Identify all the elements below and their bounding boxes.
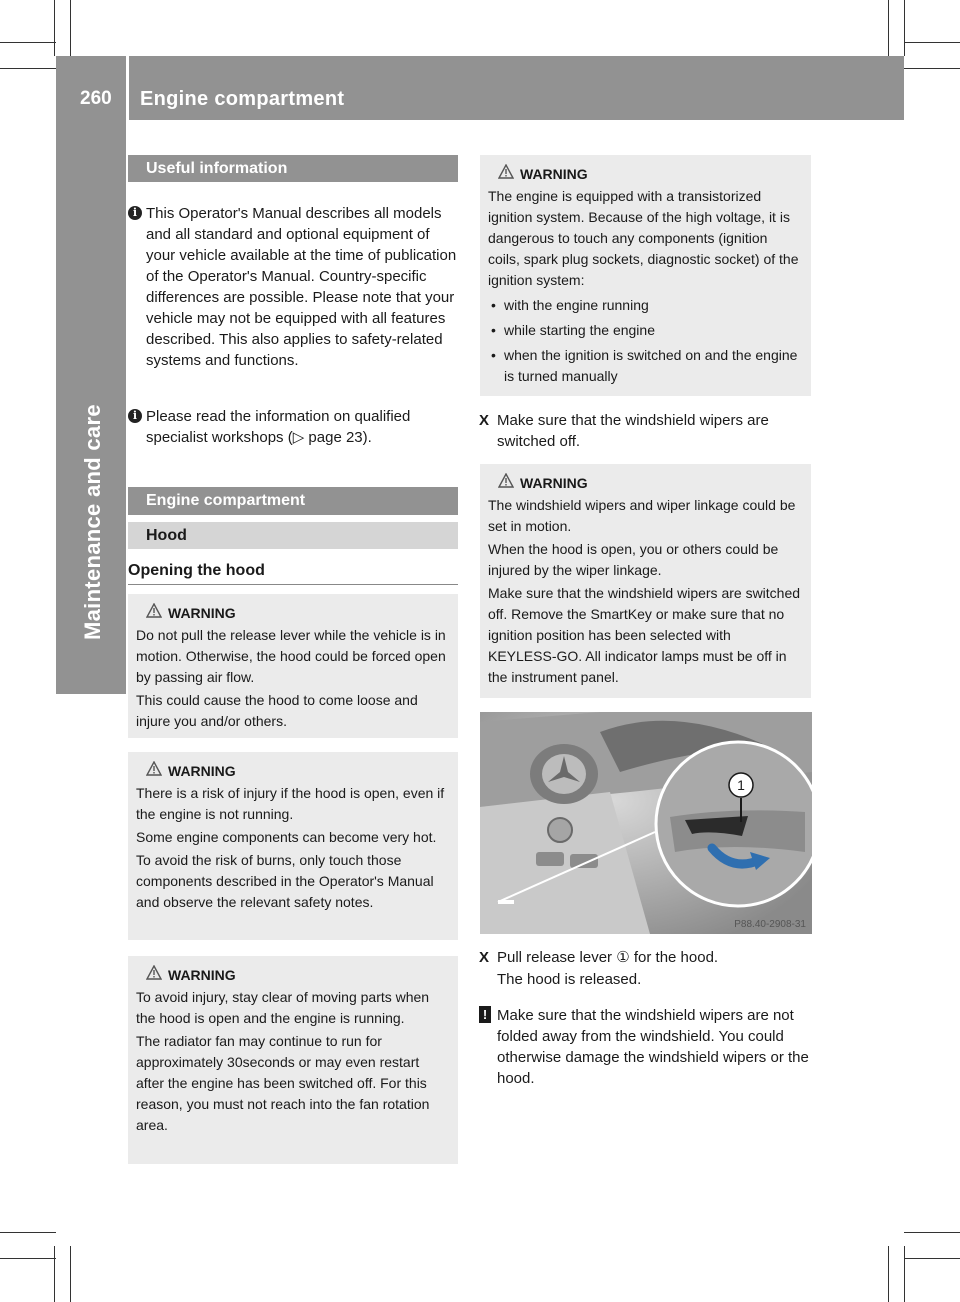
topic-heading: Opening the hood [128,562,458,585]
crop-mark [0,1258,56,1259]
hood-release-lever-illustration [480,712,812,934]
useful-information-heading: Useful information [128,155,458,182]
warning-text: To avoid the risk of burns, only touch those components described in the Operator's Manual and observe the relevant safety notes. [136,852,434,910]
warning-triangle-icon [498,473,514,488]
side-tab-label: Maintenance and care [80,404,105,640]
crop-mark [70,0,71,56]
crop-mark [888,0,889,56]
crop-mark [0,68,56,69]
step-marker-icon: X [479,949,490,966]
callout-1-icon: ① [616,949,630,966]
warning-box [128,752,458,940]
step-result: The hood is released. [497,971,642,988]
warning-text: The radiator fan may continue to run for approximately 30seconds or may even restart after the engine has been switched off. For this reason, you must not reach into the fan rotation area. [136,1033,430,1133]
warning-title: WARNING [168,605,236,621]
warning-list [488,295,803,387]
crop-mark [904,0,905,56]
crop-mark [0,42,56,43]
warning-title: WARNING [520,475,588,491]
warning-box [480,155,811,396]
step-marker-icon: X [479,412,490,429]
crop-mark [888,1246,889,1302]
list-item: • while starting the engine [488,320,803,341]
warning-title: WARNING [168,763,236,779]
step-instruction: X Pull release lever ① for the hood. [479,949,719,966]
workshop-page-link[interactable]: Please read the information on qualified specialist workshops (▷ page 23). [146,408,411,446]
crop-mark [904,1246,905,1302]
crop-mark [904,42,960,43]
warning-text: This could cause the hood to come loose and injure you and/or others. [136,692,418,729]
warning-text: Do not pull the release lever while the vehicle is in motion. Otherwise, the hood could be forced open by passing air flow. [136,627,446,685]
info-icon: i [128,409,142,423]
subsection-heading: Hood [128,522,458,549]
warning-box [128,956,458,1164]
warning-text: The engine is equipped with a transistorized ignition system. Because of the high voltage, it is dangerous to touch any components (ignition coils, spark plug sockets, diagnostic socket) of the ignition system: [488,188,799,288]
crop-mark [54,1246,55,1302]
list-item: • with the engine running [488,295,803,316]
caution-note: ! Make sure that the windshield wipers are not folded away from the windshield. You could otherwise damage the windshield wipers or the hood. [497,1005,813,1089]
page-number: 260 [80,88,112,109]
figure-code: P88.40-2908-31 [734,919,806,930]
list-item: • when the ignition is switched on and the engine is turned manually [488,345,803,387]
warning-box [128,594,458,738]
warning-text: There is a risk of injury if the hood is open, even if the engine is not running. [136,785,445,822]
warning-triangle-icon [498,164,514,179]
section-heading: Engine compartment [128,487,458,515]
warning-text: The windshield wipers and wiper linkage could be set in motion. [488,497,796,534]
warning-text: Make sure that the windshield wipers are switched off. Remove the SmartKey or make sure that no ignition position has been selected with KEYLESS-GO. All indicator lamps must be off in the instrument panel. [488,585,801,685]
warning-title: WARNING [168,967,236,983]
crop-mark [904,68,960,69]
header-divider [126,56,129,120]
warning-box [480,464,811,698]
warning-title: WARNING [520,166,588,182]
info-note: i This Operator's Manual describes all models and all standard and optional equipment of your vehicle available at the time of publication of the Operator's Manual. Country-specific differences are possible. Please note that your vehicle may not be equipped with all features described. This also applies to safety-related systems and functions. [146,203,460,371]
dashboard-illustration [480,712,812,934]
crop-mark [0,1232,56,1233]
warning-text: To avoid injury, stay clear of moving parts when the hood is open and the engine is running. [136,989,430,1026]
crop-mark [70,1246,71,1302]
caution-icon: ! [479,1006,491,1023]
info-note [132,406,460,448]
crop-mark [54,0,55,56]
warning-text: Some engine components can become very hot. [136,829,437,845]
info-icon: i [128,206,142,220]
warning-triangle-icon [146,603,162,618]
callout-number: 1 [737,777,745,793]
page-title: Engine compartment [140,88,345,110]
crop-mark [904,1232,960,1233]
crop-mark [904,1258,960,1259]
warning-text: When the hood is open, you or others could be injured by the wiper linkage. [488,541,779,578]
step-instruction: X Make sure that the windshield wipers are switched off. [479,412,769,450]
warning-triangle-icon [146,761,162,776]
warning-triangle-icon [146,965,162,980]
